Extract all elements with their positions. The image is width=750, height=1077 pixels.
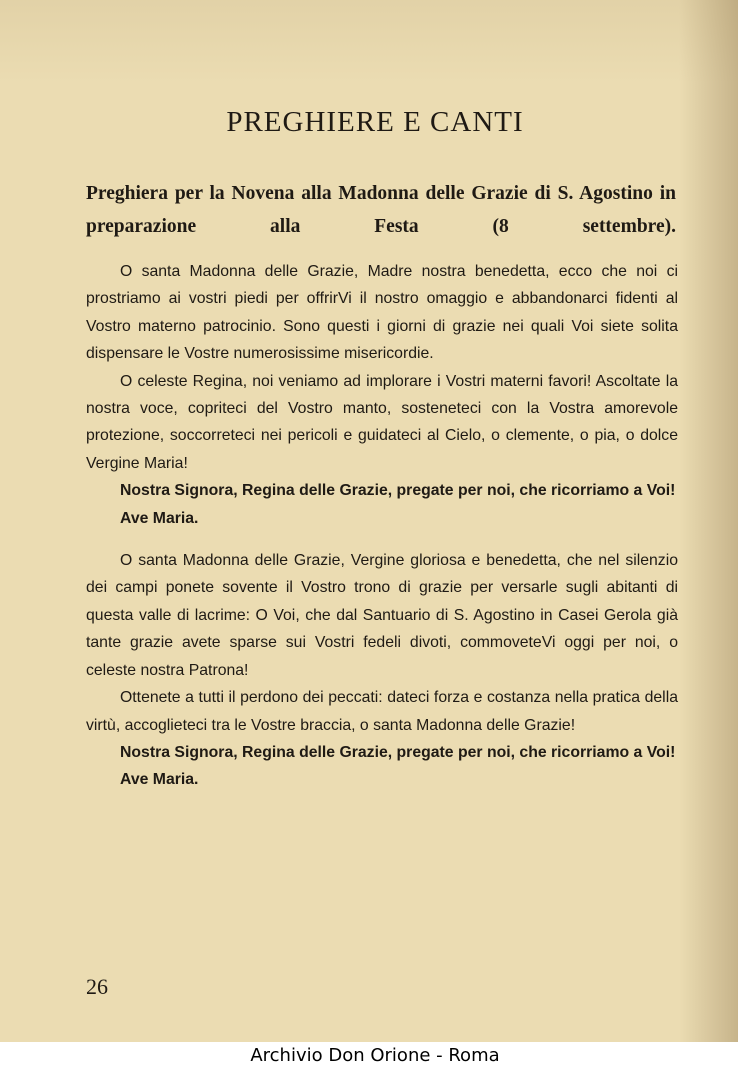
ave-maria-2: Ave Maria. [120, 771, 199, 789]
prayer-title: Preghiera per la Novena alla Madonna delle Grazie di S. Agostino in preparazione alla Festa (8 settembre). [86, 183, 676, 237]
paragraph-1: O santa Madonna delle Grazie, Madre nostra benedetta, ecco che noi ci prostriamo ai vostri piedi per offrirVi il nostro omaggio e abbandonarci fidenti al Vostro materno patrocinio. Sono questi i giorni di grazie nei quali Voi siete solita dispensare le Vostre numerosissime misericordie. [86, 263, 678, 363]
prayer-text [86, 258, 678, 794]
page-number: 26 [86, 974, 108, 999]
paragraph-4: Ottenete a tutti il perdono dei peccati: dateci forza e costanza nella pratica della virtù, accoglieteci tra le Vostre braccia, o santa Madonna delle Grazie! [86, 689, 678, 734]
archive-watermark: Archivio Don Orione - Roma [250, 1045, 500, 1066]
paragraph-3: O santa Madonna delle Grazie, Vergine gloriosa e benedetta, che nel silenzio dei campi ponete sovente il Vostro trono di grazie per versarle sugli abitanti di questa valle di lacrime: O Voi, che dal Santuario di S. Agostino in Casei Gerola già tante grazie avete sparse sui Vostri fedeli divoti, commoveteVi oggi per noi, o celeste nostra Patrona! [86, 552, 678, 679]
paragraph-2: O celeste Regina, noi veniamo ad implorare i Vostri materni favori! Ascoltate la nostra voce, copriteci del Vostro manto, sosteneteci con la Vostra amorevole protezione, soccorreteci nei pericoli e guidateci al Cielo, o clemente, o pia, o dolce Vergine Maria! [86, 372, 678, 472]
page-heading: PREGHIERE E CANTI [226, 106, 524, 138]
ave-maria-1: Ave Maria. [120, 509, 199, 527]
invocation-2: Nostra Signora, Regina delle Grazie, pregate per noi, che ricorriamo a Voi! [120, 743, 676, 761]
invocation-1: Nostra Signora, Regina delle Grazie, pregate per noi, che ricorriamo a Voi! [120, 482, 676, 500]
